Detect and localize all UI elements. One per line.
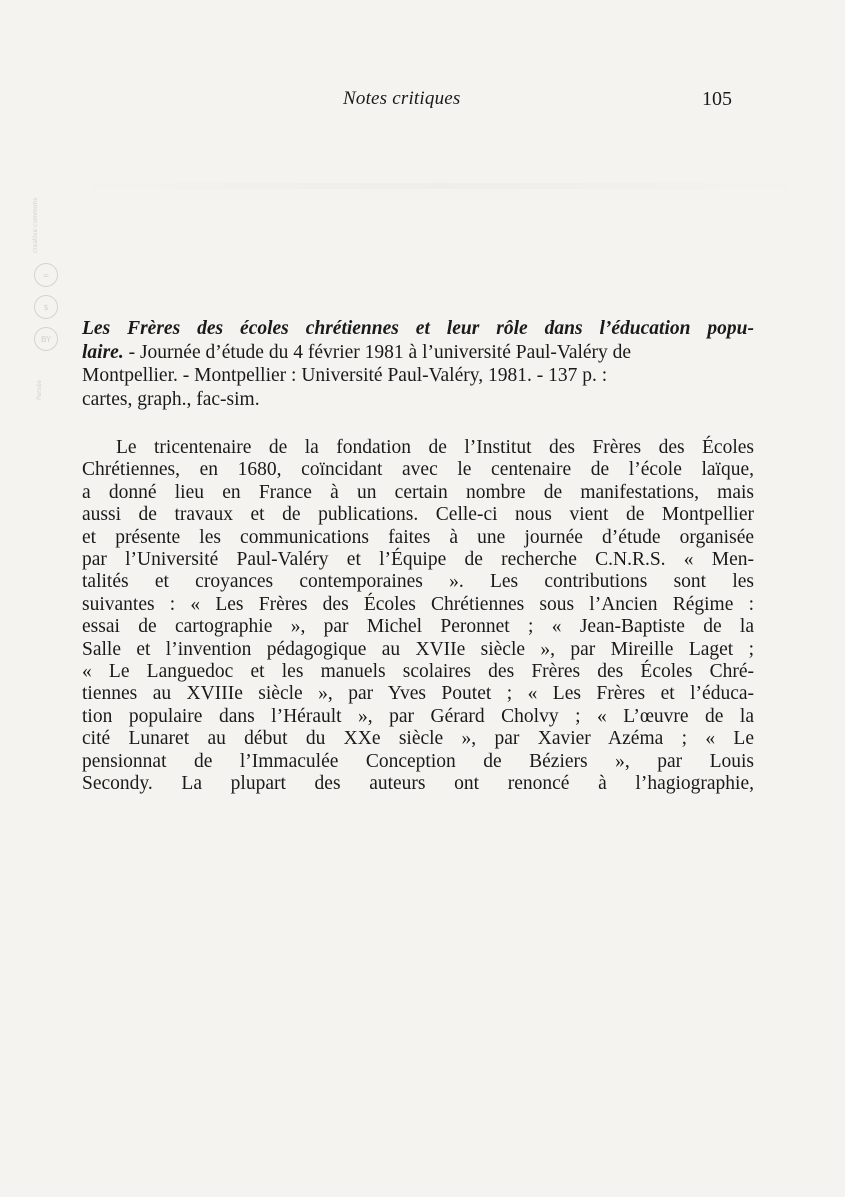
- publisher-text: Persée: [36, 379, 43, 400]
- paragraph-line: tion populaire dans l’Hérault », par Gérard Cholvy ; « L’œuvre de la: [82, 705, 754, 727]
- paragraph-line: Chrétiennes, en 1680, coïncidant avec le centenaire de l’école laïque,: [82, 459, 754, 481]
- nc-icon: $: [34, 295, 58, 319]
- citation-details-line3: Montpellier. - Montpellier : Université Paul-Valéry, 1981. - 137 p. :: [82, 365, 608, 386]
- bleed-through-line: [60, 183, 820, 189]
- paragraph-line: « Le Languedoc et les manuels scolaires des Frères des Écoles Chré-: [82, 661, 754, 683]
- paragraph-line: cité Lunaret au début du XXe siècle », par Xavier Azéma ; « Le: [82, 728, 754, 750]
- paragraph-line: pensionnat de l’Immaculée Conception de Béziers », par Louis: [82, 750, 754, 772]
- paragraph-line: tiennes au XVIIIe siècle », par Yves Poutet ; « Les Frères et l’éduca-: [82, 683, 754, 705]
- citation-details-line4: cartes, graph., fac-sim.: [82, 388, 260, 410]
- paragraph-line: Secondy. La plupart des auteurs ont renoncé à l’hagiographie,: [82, 773, 754, 795]
- paragraph-line: talités et croyances contemporaines ». Les contributions sont les: [82, 571, 754, 593]
- bibliographic-citation: [82, 317, 754, 411]
- paragraph-line: Salle et l’invention pédagogique au XVIIe siècle », par Mireille Laget ;: [82, 638, 754, 660]
- page-number: 105: [702, 88, 732, 110]
- paragraph-line: et présente les communications faites à une journée d’étude organisée: [82, 526, 754, 548]
- nd-icon: =: [34, 263, 58, 287]
- license-text: creative commons: [32, 197, 39, 253]
- book-title-line2: laire.: [82, 341, 124, 363]
- license-stamp: [22, 197, 62, 405]
- running-header: [0, 88, 845, 116]
- paragraph-line: aussi de travaux et de publications. Celle-ci nous vient de Montpellier: [82, 504, 754, 526]
- running-title: Notes critiques: [343, 88, 461, 109]
- paragraph-line: essai de cartographie », par Michel Peronnet ; « Jean-Baptiste de la: [82, 616, 754, 638]
- by-icon: BY: [34, 327, 58, 351]
- citation-details-line2: - Journée d’étude du 4 février 1981 à l’université Paul-Valéry de: [123, 341, 632, 363]
- review-paragraph: [82, 437, 754, 796]
- book-title-line1: Les Frères des écoles chrétiennes et leur rôle dans l’éducation popu-: [82, 318, 754, 339]
- paragraph-line: suivantes : « Les Frères des Écoles Chrétiennes sous l’Ancien Régime :: [82, 593, 754, 615]
- paragraph-line: par l’Université Paul-Valéry et l’Équipe de recherche C.N.R.S. « Men-: [82, 549, 754, 571]
- paragraph-line: Le tricentenaire de la fondation de l’Institut des Frères des Écoles: [116, 437, 754, 458]
- paragraph-line: a donné lieu en France à un certain nombre de manifestations, mais: [82, 481, 754, 503]
